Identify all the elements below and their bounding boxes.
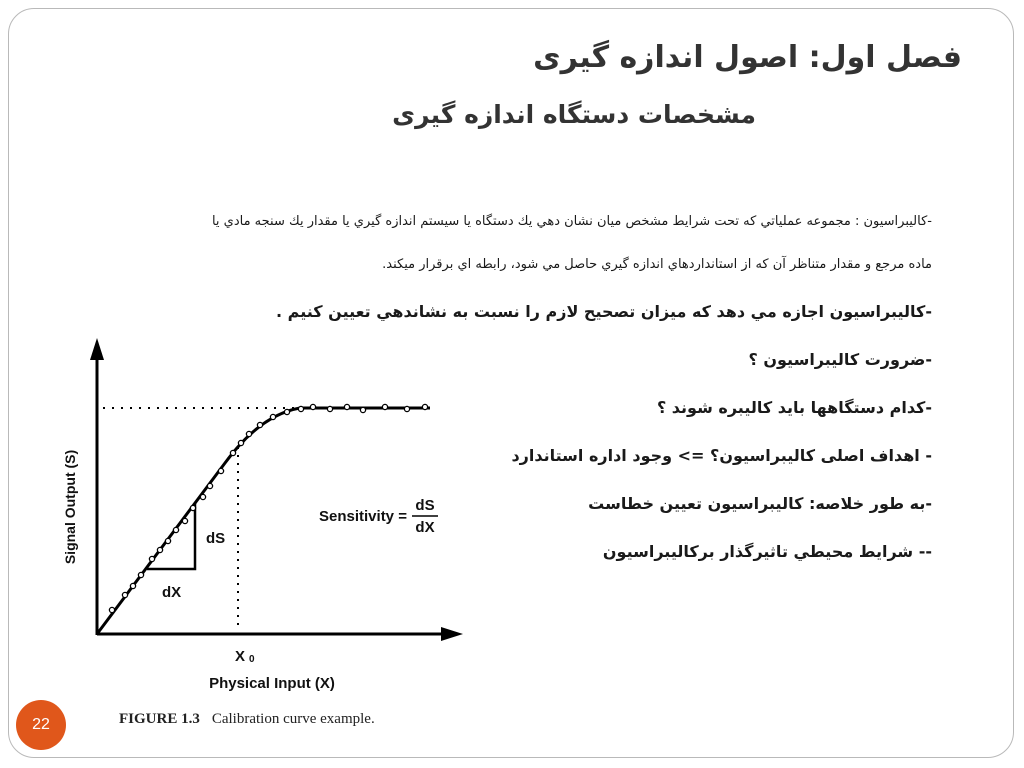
data-point <box>257 422 262 427</box>
x-axis-label: Physical Input (X) <box>209 675 335 692</box>
data-point <box>190 505 195 510</box>
sensitivity-denominator: dX <box>415 519 435 536</box>
data-point <box>246 431 251 436</box>
ds-label: dS <box>206 530 226 547</box>
data-point <box>173 527 178 532</box>
data-point <box>218 468 223 473</box>
data-point <box>109 607 114 612</box>
figure-caption <box>119 711 375 728</box>
x0-subscript: 0 <box>249 654 255 665</box>
data-point <box>270 414 275 419</box>
data-point <box>327 406 332 411</box>
bullet-item: - اهداف اصلی کالیبراسیون؟ => وجود اداره استاندارد <box>511 446 932 465</box>
data-point <box>122 592 127 597</box>
data-point <box>182 518 187 523</box>
bullet-item: -کدام دستگاهها باید کالیبره شوند ؟ <box>656 398 932 417</box>
data-point <box>149 556 154 561</box>
bullet-item: -کاليبراسيون اجازه مي دهد که ميزان تصحيح لازم را نسبت به نشاندهي تعيين کنيم . <box>276 302 932 321</box>
data-point <box>130 583 135 588</box>
data-point <box>404 406 409 411</box>
data-point <box>157 547 162 552</box>
bullet-item: -ضرورت کاليبراسيون ؟ <box>748 350 932 369</box>
data-point <box>382 404 387 409</box>
data-point <box>344 404 349 409</box>
data-point <box>200 494 205 499</box>
data-point <box>310 404 315 409</box>
bullet-item: -به طور خلاصه: کالیبراسیون تعیین خطاست <box>588 494 932 513</box>
data-point <box>360 407 365 412</box>
data-point <box>138 572 143 577</box>
data-point <box>165 538 170 543</box>
x0-label: X <box>235 648 246 665</box>
y-axis-arrow <box>90 338 104 360</box>
slide-subtitle: مشخصات دستگاه اندازه گیری <box>392 100 756 129</box>
caption-number: FIGURE 1.3 <box>119 711 200 727</box>
calibration-curve-figure <box>55 335 475 700</box>
data-point <box>207 483 212 488</box>
data-point <box>298 406 303 411</box>
definition-line-2: ماده مرجع و مقدار متناظر آن که از استانداردهاي اندازه گيري حاصل مي شود، رابطه اي برقرار ميکند. <box>382 257 932 272</box>
sensitivity-numerator: dS <box>415 497 435 514</box>
data-point <box>284 409 289 414</box>
definition-line-1: -کاليبراسيون : مجموعه عملياتي که تحت شرايط مشخص ميان نشان دهي يك دستگاه يا سيستم اندازه گيري يا مقدار يك سنجه مادي يا <box>211 214 932 229</box>
y-axis-label: Signal Output (S) <box>62 449 78 565</box>
data-point <box>230 450 235 455</box>
bullet-item: -- شرايط محيطي تاثیرگذار برکاليبراسيون <box>602 542 932 561</box>
slide-title: فصل اول: اصول اندازه گیری <box>533 40 962 75</box>
data-point <box>422 404 427 409</box>
data-point <box>238 440 243 445</box>
sensitivity-label: Sensitivity = <box>319 508 407 525</box>
caption-text: Calibration curve example. <box>211 711 375 727</box>
page-number-badge: 22 <box>16 700 66 750</box>
dx-label: dX <box>162 584 182 601</box>
x-axis-arrow <box>441 627 463 641</box>
